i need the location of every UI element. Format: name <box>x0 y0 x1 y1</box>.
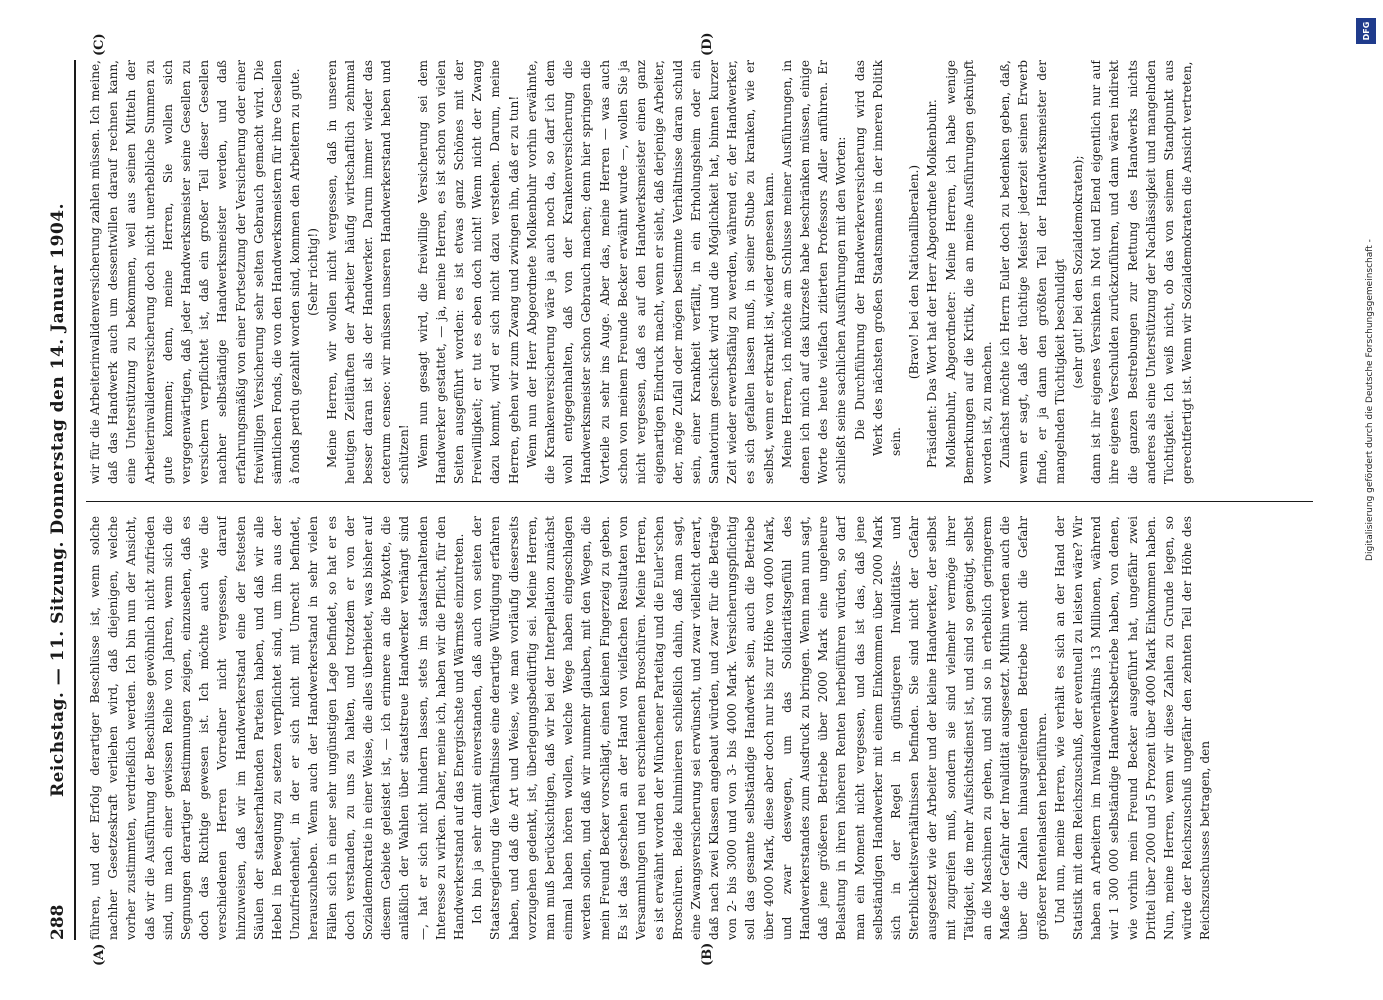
page-number: 288 <box>48 904 68 940</box>
interjection: (Bravo! bei den Nationalliberalen.) <box>907 164 922 380</box>
paragraph: führen, und der Erfolg derartiger Beschlüsse ist, wenn solche nachher Gesetzeskraft verliehen wird, daß diejenigen, welche vorher zustimmten, verdrießlich werden. Ich bin nun der Ansicht, daß wir die Ausführung der Beschlüsse gewöhnlich nicht zufrieden sind, um nach einer gewissen Reihe von Jahren, wenn sich die Segnungen derartiger Bestimmungen zeigen, einzusehen, daß es doch das Richtige gewesen ist. Ich möchte auch wie die verschiedenen Herren Vorredner nicht vergessen, darauf hinzuweisen, daß wir im Handwerkerstand eine der festesten Säulen der staatserhaltenden Parteien haben, und daß wir alle Hebel in Bewegung zu setzen verpflichtet sind, um ihn aus der Unzufriedenheit, in der er sich nicht mit Unrecht befindet, herauszuheben. Wenn auch der Handwerkerstand in sehr vielen Fällen sich in einer sehr ungünstigen Lage befindet, so hat er es doch verstanden, zu uns zu halten, und trotzdem er von der Sozialdemokratie in einer Weise, die alles überbietet, was bisher auf diesem Gebiete geleistet ist, — ich erinnere an die Boykotte, die anläßlich der Wahlen über staatstreue Handwerker verhängt sind —, hat er sich nicht hindern lassen, stets im staatserhaltenden Interesse zu wirken. Daher, meine ich, haben wir die Pflicht, für den Handwerkerstand auf das Energischste und Wärmste einzutreten. <box>88 516 467 940</box>
paragraph: Meine Herren, wir wollen nicht vergessen, daß in unseren heutigen Zeitläuften der Arbeiter häufig wirtschaftlich zehnmal besser daran ist als der Handwerker. Darum immer wieder das ceterum censeo: wir müssen unseren Handwerkerstand heben und schützen! <box>324 60 412 484</box>
president-statement: Präsident: Das Wort hat der Herr Abgeordnete Molkenbuhr. <box>925 99 940 468</box>
paragraph: wir für die Arbeiterinvalidenversicherung zahlen müssen. Ich meine, daß das Handwerk auch um dessentwillen darauf rechnen kann, eine Unterstützung zu bekommen, weil aus seinen Mitteln der Arbeiterinvalidenversicherung doch nicht unerhebliche Summen zu gute kommen; denn, meine Herren, Sie wollen sich vergegenwärtigen, daß jeder Handwerksmeister seine Gesellen zu versichern verpflichtet ist, daß ein großer Teil dieser Gesellen nachher selbständige Handwerksmeister werden, und daß erfahrungsmäßig von einer Fortsetzung der Versicherung oder einer freiwilligen Versicherung sehr selten Gebrauch gemacht wird. Die sämtlichen Fonds, die von den Handwerksmeistern für ihre Gesellen à fonds perdu gezahlt worden sind, kommen den Arbeitern zu gute. <box>88 60 303 484</box>
margin-mark-d: (D) <box>700 32 715 56</box>
right-column <box>86 60 1313 484</box>
digitization-note: Digitalisierung gefördert durch die Deutsche Forschungsgemeinschaft - <box>1365 239 1375 561</box>
paragraph: Meine Herren, ich möchte am Schlusse meiner Ausführungen, in denen ich mich auf das kürzeste habe beschränken müssen, einige Worte des heute vielfach zitierten Professors Adler anführen. Er schließt seine sachlichen Ausführungen mit den Worten: <box>779 60 849 484</box>
margin-mark-a: (A) <box>92 943 107 966</box>
column-divider <box>86 501 1313 502</box>
margin-mark-b: (B) <box>700 942 715 966</box>
paragraph: Ich bin ja sehr damit einverstanden, daß auch von seiten der Staatsregierung die Verhältnisse eine derartige Würdigung erfahren haben, und daß die Art und Weise, wie man vorläufig dieserseits vorzugehen gedenkt, ist, überlegungsbedürftig sei. Meine Herren, man muß berücksichtigen, daß wir bei der Interpellation zunächst einmal haben hören wollen, welche Wege haben eingeschlagen werden sollen, und daß wir nunmehr glauben, mit den Wegen, die mein Freund Becker vorschlägt, einen kleinen Fingerzeig zu geben. Es ist das geschehen an der Hand von vielfachen Resultaten von Versammlungen und neu erschienenen Broschüren. Meine Herren, es ist erwähnt worden der Münchener Parteitag und die Euler'schen Broschüren. Beide kulminieren schließlich dahin, daß man sagt, eine Zwangsversicherung sei erwünscht, und zwar vielleicht derart, daß nach zwei Klassen angebaut würden, und zwar für die Beträge von 2- bis 3000 und von 3- bis 4000 Mark. Versicherungspflichtig soll das gesamte selbständige Handwerk sein, auch die Betriebe über 4000 Mark, diese aber doch nur bis zur Höhe von 4000 Mark, und zwar deswegen, um das Solidaritätsgefühl des Handwerkerstandes zum Ausdruck zu bringen. Wenn man nun sagt, daß jene größeren Betriebe über 2000 Mark eine ungeheure Belastung in ihren höheren Renten herbeiführen würden, so darf man ein Moment nicht vergessen, und das ist das, daß jene selbständigen Handwerker mit einem Einkommen über 2000 Mark sich in der Regel in günstigeren Invaliditäts- und Sterblichkeitsverhältnissen befinden. Sie sind nicht der Gefahr ausgesetzt wie der Arbeiter und der kleine Handwerker, der selbst mit zugreifen muß, sondern sie sind vielmehr vermöge ihrer Tätigkeit, die mehr Aufsichtsdienst ist, und sind so genötigt, selbst an die Maschinen zu gehen, und sind so in erheblich geringerem Maße der Gefahr der Invalidität ausgesetzt. Mithin werden auch die über die Zahlen hinausgreifenden Betriebe nicht die Gefahr größerer Rentenlasten herbeiführen. <box>470 516 1049 940</box>
paragraph: Wenn nun der Herr Abgeordnete Molkenbuhr vorhin erwähnte, die Krankenversicherung wäre ja auch noch da, so darf ich dem wohl entgegenhalten, daß von der Krankenversicherung die Handwerksmeister schon Gebrauch machen; denn hier springen die Vorteile zu sehr ins Auge. Aber das, meine Herren — was auch schon von meinem Freunde Becker erwähnt wurde —, wollen Sie ja nicht vergessen, daß es auf den Handwerksmeister einen ganz eigenartigen Eindruck macht, wenn er sieht, daß derjenige Arbeiter, der, möge Zufall oder mögen bestimmte Verhältnisse daran schuld sein, einer Krankheit verfällt, in ein Erholungsheim oder ein Sanatorium geschickt wird und die Möglichkeit hat, binnen kurzer Zeit wieder erwerbsfähig zu werden, während er, der Handwerker, es sich gefallen lassen muß, in seiner Stube zu kranken, wie er selbst, wenn er erkrankt ist, wieder genesen kann. <box>524 60 776 484</box>
quotation: Die Durchführung der Handwerkerversicherung wird das Werk des nächsten großen Staatsmannes in der inneren Politik sein. <box>852 60 903 456</box>
paragraph: Zunächst möchte ich Herrn Euler doch zu bedenken geben, daß, wenn er sagt, daß der tüchtige Meister jederzeit seinen Erwerb finde, er ja dann den größten Teil der Handwerksmeister der mangelnden Tüchtigkeit beschuldigt <box>998 60 1067 484</box>
paragraph: dann ist ihr eigenes Versinken in Not und Elend eigentlich nur auf ihre eigenes Verschulden zurückzuführen, und dann wären indirekt die ganzen Bestrebungen zur Rettung des Handwerks nichts anderes als eine Unterstützung der Nachlässigkeit und mangelnden Tüchtigkeit. Ich weiß nicht, ob das von seinem Standpunkt aus gerechtfertigt ist. Wenn wir Sozialdemokraten die Ansicht vertreten, <box>1089 60 1195 484</box>
paragraph: Wenn nun gesagt wird, die freiwillige Versicherung sei dem Handwerker gestattet, — ja, meine Herren, es ist schon von vielen Seiten ausgeführt worden: es ist etwas ganz Schönes mit der Freiwilligkeit; er tut es eben doch nicht! Wenn nicht der Zwang dazu kommt, wird er sich nicht dazu verstehen. Darum, meine Herren, gehen wir zum Zwang und zwingen ihn, daß er zu tun! <box>415 60 521 484</box>
page-header <box>44 60 76 940</box>
page-title: Reichstag. — 11. Sitzung. Donnerstag den 14. Januar 1904. <box>48 202 68 798</box>
margin-mark-c: (C) <box>92 33 107 56</box>
interjection: (Sehr richtig!) <box>306 228 321 316</box>
left-column <box>86 516 1313 940</box>
interjection: (sehr gut! bei den Sozialdemokraten); <box>1070 155 1085 389</box>
dfg-logo: DFG <box>1356 18 1376 44</box>
paragraph: Molkenbuhr, Abgeordneter: Meine Herren, ich habe wenige Bemerkungen auf die Kritik, die an meine Ausführungen geknüpft worden ist, zu machen. <box>943 60 994 484</box>
paragraph: Und nun, meine Herren, wie verhält es sich an der Hand der Statistik mit dem Reichszuschuß, der eventuell zu leisten wäre? Wir haben an Arbeitern im Invalidenverhältnis 13 Millionen, während wir 1 300 000 selbständige Handwerksbetriebe haben, von denen, wie vorhin mein Freund Becker ausgeführt hat, ungefähr zwei Drittel über 2000 und 5 Prozent über 4000 Mark Einkommen haben. Nun, meine Herren, wenn wir diese Zahlen zu Grunde legen, so würde der Reichszuschuß ungefähr den zehnten Teil der Höhe des Reichszuschusses betragen, den <box>1052 516 1213 940</box>
